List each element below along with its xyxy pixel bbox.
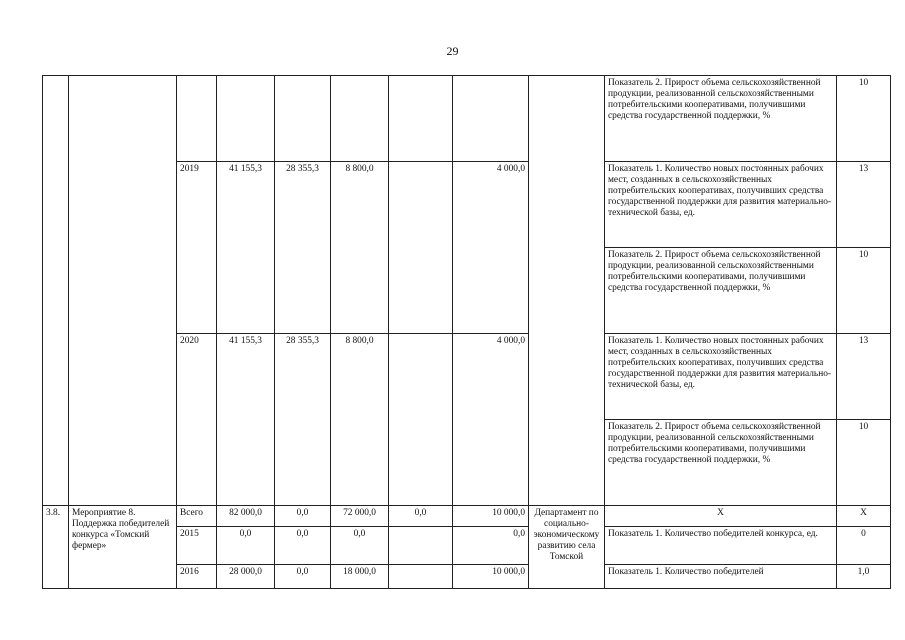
- cell-fed: 0,0: [275, 565, 331, 589]
- cell-fed: 28 355,3: [275, 334, 331, 506]
- cell-reg: 72 000,0: [331, 506, 389, 527]
- cell-year: 2019: [177, 162, 217, 334]
- indicator-value: 1,0: [837, 565, 891, 589]
- cell-year: [177, 76, 217, 162]
- page-number: 29: [446, 44, 459, 58]
- cell-total: 0,0: [217, 527, 275, 565]
- cell-off: [453, 76, 529, 162]
- cell-year: 2015: [177, 527, 217, 565]
- indicator-text: Показатель 2. Прирост объема сельскохозяйственной продукции, реализованной сельскохозяйственными потребительскими кооперативами, получившими средства государственной поддержки, %: [605, 420, 837, 506]
- cell-num: 3.8.: [43, 506, 69, 589]
- cell-reg: 8 800,0: [331, 334, 389, 506]
- cell-loc: [389, 334, 453, 506]
- cell-loc: 0,0: [389, 506, 453, 527]
- table-row: [43, 76, 891, 162]
- cell-reg: 18 000,0: [331, 565, 389, 589]
- cell-fed: [275, 76, 331, 162]
- cell-total: 41 155,3: [217, 162, 275, 334]
- cell-off: 10 000,0: [453, 565, 529, 589]
- cell-fed: 0,0: [275, 527, 331, 565]
- indicator-text: Показатель 1. Количество новых постоянных рабочих мест, созданных в сельскохозяйственных потребительских кооперативах, получивших средства государственной поддержки для развития материально-технической базы, ед.: [605, 162, 837, 248]
- program-table: [42, 75, 891, 589]
- cell-year: 2020: [177, 334, 217, 506]
- cell-name-empty: [69, 76, 177, 506]
- cell-total: [217, 76, 275, 162]
- indicator-value: 10: [837, 420, 891, 506]
- indicator-text: Х: [605, 506, 837, 527]
- cell-year: 2016: [177, 565, 217, 589]
- indicator-text: Показатель 1. Количество победителей: [605, 565, 837, 589]
- cell-off: 0,0: [453, 527, 529, 565]
- cell-total: 28 000,0: [217, 565, 275, 589]
- cell-loc: [389, 76, 453, 162]
- indicator-value: 13: [837, 334, 891, 420]
- indicator-value: 0: [837, 527, 891, 565]
- cell-num-empty: [43, 76, 69, 506]
- cell-year: Всего: [177, 506, 217, 527]
- indicator-text: Показатель 2. Прирост объема сельскохозяйственной продукции, реализованной сельскохозяйственными потребительскими кооперативами, получившими средства государственной поддержки, %: [605, 248, 837, 334]
- indicator-text: Показатель 1. Количество новых постоянных рабочих мест, созданных в сельскохозяйственных потребительских кооперативах, получивших средства государственной поддержки для развития материально-технической базы, ед.: [605, 334, 837, 420]
- cell-measure-name: Мероприятие 8. Поддержка победителей конкурса «Томский фермер»: [69, 506, 177, 589]
- cell-loc: [389, 527, 453, 565]
- cell-loc: [389, 162, 453, 334]
- cell-executor: Департамент по социально-экономическому развитию села Томской: [529, 506, 605, 589]
- table-row: [43, 506, 891, 527]
- indicator-value: 13: [837, 162, 891, 248]
- cell-executor-empty: [529, 76, 605, 506]
- cell-fed: 0,0: [275, 506, 331, 527]
- cell-loc: [389, 565, 453, 589]
- indicator-text: Показатель 2. Прирост объема сельскохозяйственной продукции, реализованной сельскохозяйственными потребительскими кооперативами, получившими средства государственной поддержки, %: [605, 76, 837, 162]
- indicator-text: Показатель 1. Количество победителей конкурса, ед.: [605, 527, 837, 565]
- cell-off: 4 000,0: [453, 162, 529, 334]
- cell-reg: 0,0: [331, 527, 389, 565]
- indicator-value: 10: [837, 76, 891, 162]
- cell-total: 41 155,3: [217, 334, 275, 506]
- indicator-value: Х: [837, 506, 891, 527]
- indicator-value: 10: [837, 248, 891, 334]
- cell-fed: 28 355,3: [275, 162, 331, 334]
- cell-reg: 8 800,0: [331, 162, 389, 334]
- cell-total: 82 000,0: [217, 506, 275, 527]
- cell-reg: [331, 76, 389, 162]
- cell-off: 4 000,0: [453, 334, 529, 506]
- cell-off: 10 000,0: [453, 506, 529, 527]
